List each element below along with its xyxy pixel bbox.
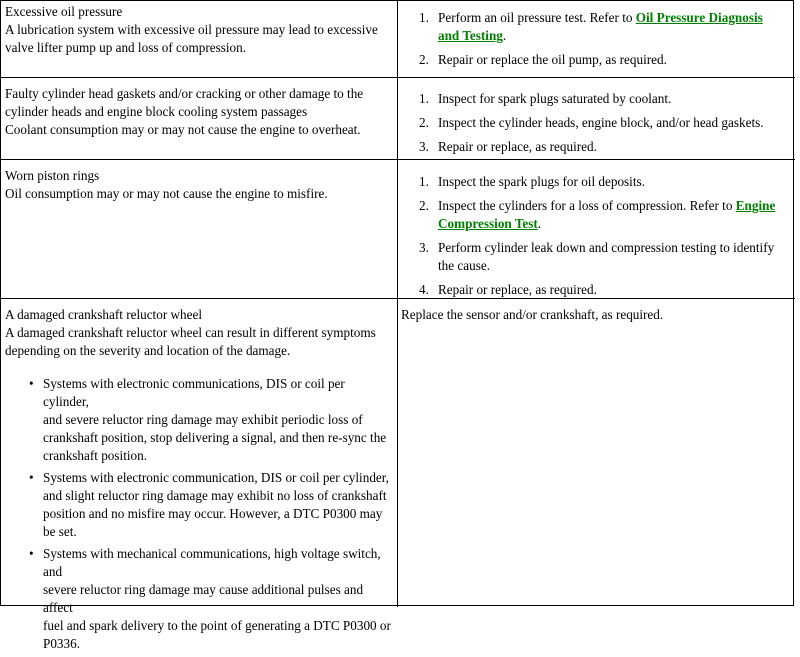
cause-cell-head-gaskets	[5, 85, 363, 139]
cause-title: A damaged crankshaft reluctor wheel	[5, 307, 202, 322]
steps-list-piston-rings	[419, 173, 789, 305]
steps-list-head-gaskets	[419, 90, 789, 162]
oil-pressure-diagnosis-link[interactable]: Oil Pressure Diagnosis	[635, 10, 763, 25]
cause-title: Excessive oil pressure	[5, 4, 123, 19]
step-text-part: Perform an oil pressure test. Refer to	[438, 10, 636, 25]
cause-cell-oil-pressure	[5, 3, 378, 57]
cause-title: Faulty cylinder head gaskets and/or cracking or other damage to the	[5, 86, 364, 101]
bullet-text: severe reluctor ring damage may cause additional pulses and affect	[43, 582, 364, 615]
bullet-glyph: •	[29, 546, 34, 561]
step-text-part: the cause.	[438, 258, 490, 273]
bullet-item	[29, 469, 394, 541]
action-text: Replace the sensor and/or crankshaft, as required.	[401, 307, 664, 322]
step-item	[419, 138, 789, 156]
step-text-part: Perform cylinder leak down and compression testing to identify	[438, 240, 775, 255]
cause-title: Worn piston rings	[5, 168, 100, 183]
column-divider	[397, 1, 398, 607]
step-text: Inspect the spark plugs for oil deposits.	[438, 174, 645, 189]
step-text	[438, 197, 789, 233]
step-item	[419, 239, 789, 275]
bullet-text: crankshaft position, stop delivering a signal, and then re-sync the	[43, 430, 387, 445]
compression-test-link[interactable]: Compression Test	[438, 216, 538, 231]
step-number: 2.	[419, 115, 429, 130]
bullet-glyph: •	[29, 376, 34, 391]
step-item	[419, 9, 789, 45]
cause-text: cylinder heads and engine block cooling system passages	[5, 104, 308, 119]
step-text: Repair or replace the oil pump, as required.	[438, 52, 667, 67]
steps-list-oil-pressure	[419, 9, 789, 75]
step-item	[419, 51, 789, 69]
step-number: 3.	[419, 240, 429, 255]
step-number: 2.	[419, 198, 429, 213]
step-text: Inspect for spark plugs saturated by coolant.	[438, 91, 672, 106]
step-text-part: .	[537, 216, 542, 231]
bullet-text: P0336.	[43, 636, 81, 651]
cause-cell-reluctor-wheel	[5, 306, 376, 360]
bullet-text: and slight reluctor ring damage may exhibit no loss of crankshaft	[43, 488, 387, 503]
engine-link[interactable]: Engine	[735, 198, 776, 213]
bullet-text: fuel and spark delivery to the point of generating a DTC P0300 or	[43, 618, 391, 633]
step-text-part: .	[502, 28, 507, 43]
step-item	[419, 197, 789, 233]
step-text: Inspect the cylinder heads, engine block, and/or head gaskets.	[438, 115, 764, 130]
step-item	[419, 90, 789, 108]
bullet-text: be set.	[43, 524, 77, 539]
step-item	[419, 114, 789, 132]
step-number: 4.	[419, 282, 429, 297]
step-number: 2.	[419, 52, 429, 67]
cause-text: depending on the severity and location of the damage.	[5, 343, 291, 358]
step-text: Repair or replace, as required.	[438, 139, 597, 154]
step-text-part: Inspect the cylinders for a loss of compression. Refer to	[438, 198, 736, 213]
cause-text: A lubrication system with excessive oil pressure may lead to excessive	[5, 22, 378, 37]
step-number: 1.	[419, 91, 429, 106]
step-text	[438, 239, 789, 275]
bullet-item	[29, 375, 394, 465]
step-number: 1.	[419, 174, 429, 189]
cause-text: A damaged crankshaft reluctor wheel can result in different symptoms	[5, 325, 376, 340]
step-text: Repair or replace, as required.	[438, 282, 597, 297]
bullet-text: position and no misfire may occur. However, a DTC P0300 may	[43, 506, 383, 521]
bullet-glyph: •	[29, 470, 34, 485]
step-item	[419, 173, 789, 191]
row-divider	[1, 77, 795, 78]
bullet-text: Systems with mechanical communications, high voltage switch, and	[43, 546, 381, 579]
bullet-item	[29, 545, 394, 653]
step-number: 3.	[419, 139, 429, 154]
bullet-text: Systems with electronic communications, DIS or coil per cylinder,	[43, 376, 345, 409]
action-cell-reluctor-wheel	[401, 306, 663, 324]
bullet-text: Systems with electronic communication, DIS or coil per cylinder,	[43, 470, 389, 485]
cause-text: Oil consumption may or may not cause the engine to misfire.	[5, 186, 328, 201]
step-text	[438, 9, 789, 45]
cause-text: valve lifter pump up and loss of compression.	[5, 40, 246, 55]
bullet-text: and severe reluctor ring damage may exhibit periodic loss of	[43, 412, 363, 427]
step-number: 1.	[419, 10, 429, 25]
bullet-text: crankshaft position.	[43, 448, 148, 463]
reluctor-bullet-list	[29, 375, 394, 657]
cause-cell-piston-rings	[5, 167, 328, 203]
cause-text: Coolant consumption may or may not cause the engine to overheat.	[5, 122, 361, 137]
step-item	[419, 281, 789, 299]
oil-pressure-testing-link[interactable]: and Testing	[438, 28, 503, 43]
